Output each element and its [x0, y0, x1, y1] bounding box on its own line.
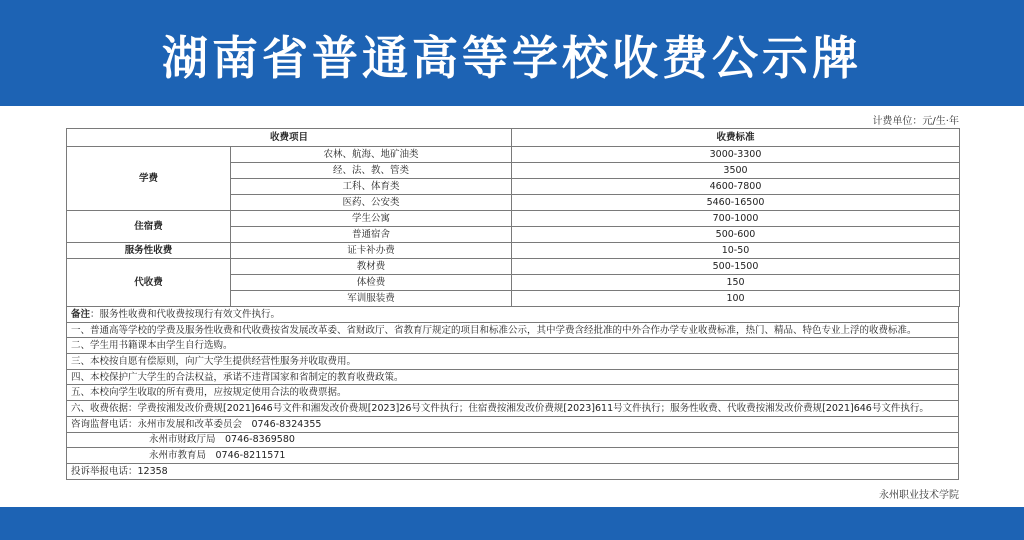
standard-cell: 5460-16500 [512, 195, 960, 211]
item-cell: 工科、体育类 [231, 179, 512, 195]
contact-line: 永州市教育局 0746-8211571 [67, 448, 959, 464]
table-row [67, 211, 960, 227]
standard-cell: 150 [512, 275, 960, 291]
contact-line: 永州市发展和改革委员会 0746-8324355 [137, 418, 322, 430]
header-band [0, 0, 1024, 106]
note-item: 三、本校按自愿有偿原则，向广大学生提供经营性服务并收取费用。 [67, 354, 959, 370]
standard-cell: 500-1500 [512, 259, 960, 275]
notes-row [67, 463, 959, 479]
footer-band [0, 507, 1024, 540]
item-cell: 普通宿舍 [231, 227, 512, 243]
notes-row [67, 432, 959, 448]
contact-cell [67, 416, 959, 432]
header-item: 收费项目 [67, 129, 512, 147]
category-cell: 服务性收费 [67, 243, 231, 259]
standard-cell: 500-600 [512, 227, 960, 243]
category-cell: 代收费 [67, 259, 231, 307]
notes-row [67, 401, 959, 417]
table-row [67, 147, 960, 163]
standard-cell: 100 [512, 291, 960, 307]
table-row [67, 259, 960, 275]
item-cell: 经、法、教、管类 [231, 163, 512, 179]
fee-table [66, 128, 960, 307]
notes-row [67, 338, 959, 354]
standard-cell: 10-50 [512, 243, 960, 259]
note-item: 五、本校向学生收取的所有费用，应按规定使用合法的收费票据。 [67, 385, 959, 401]
note-item: 一、普通高等学校的学费及服务性收费和代收费按省发展改革委、省财政厅、省教育厅规定的项目和标准公示，其中学费含经批准的中外合作办学专业收费标准，热门、精品、特色专业上浮的收费标准。 [67, 322, 959, 338]
standard-cell: 3000-3300 [512, 147, 960, 163]
contact-line: 永州市财政厅局 0746-8369580 [67, 432, 959, 448]
complaint-line: 投诉举报电话：12358 [67, 463, 959, 479]
category-cell: 学费 [67, 147, 231, 211]
notes-row [67, 448, 959, 464]
item-cell: 教材费 [231, 259, 512, 275]
standard-cell: 4600-7800 [512, 179, 960, 195]
item-cell: 学生公寓 [231, 211, 512, 227]
standard-cell: 3500 [512, 163, 960, 179]
note-item: 六、收费依据：学费按湘发改价费规[2021]646号文件和湘发改价费规[2023]26号文件执行；住宿费按湘发改价费规[2023]611号文件执行；服务性收费、代收费按湘发改价费规[2021]646号文件执行。 [67, 401, 959, 417]
notes-table [66, 306, 959, 480]
header-standard: 收费标准 [512, 129, 960, 147]
item-cell: 军训服装费 [231, 291, 512, 307]
remark-label: 备注 [71, 308, 91, 320]
notes-row [67, 307, 959, 323]
standard-cell: 700-1000 [512, 211, 960, 227]
table-row [67, 243, 960, 259]
notes-row [67, 322, 959, 338]
notes-row [67, 416, 959, 432]
item-cell: 体检费 [231, 275, 512, 291]
item-cell: 证卡补办费 [231, 243, 512, 259]
note-item: 二、学生用书籍课本由学生自行选购。 [67, 338, 959, 354]
table-header-row [67, 129, 960, 147]
unit-label: 计费单位：元/生·年 [872, 116, 959, 127]
item-cell: 农林、航海、地矿油类 [231, 147, 512, 163]
remark-text: ：服务性收费和代收费按现行有效文件执行。 [90, 308, 281, 320]
notes-row [67, 385, 959, 401]
remark-cell [67, 307, 959, 323]
item-cell: 医药、公安类 [231, 195, 512, 211]
school-name: 永州职业技术学院 [879, 490, 959, 501]
note-item: 四、本校保护广大学生的合法权益，承诺不违背国家和省制定的教育收费政策。 [67, 369, 959, 385]
notes-row [67, 354, 959, 370]
notes-row [67, 369, 959, 385]
board-title: 湖南省普通高等学校收费公示牌 [162, 31, 862, 85]
category-cell: 住宿费 [67, 211, 231, 243]
contacts-label: 咨询监督电话： [71, 418, 138, 430]
